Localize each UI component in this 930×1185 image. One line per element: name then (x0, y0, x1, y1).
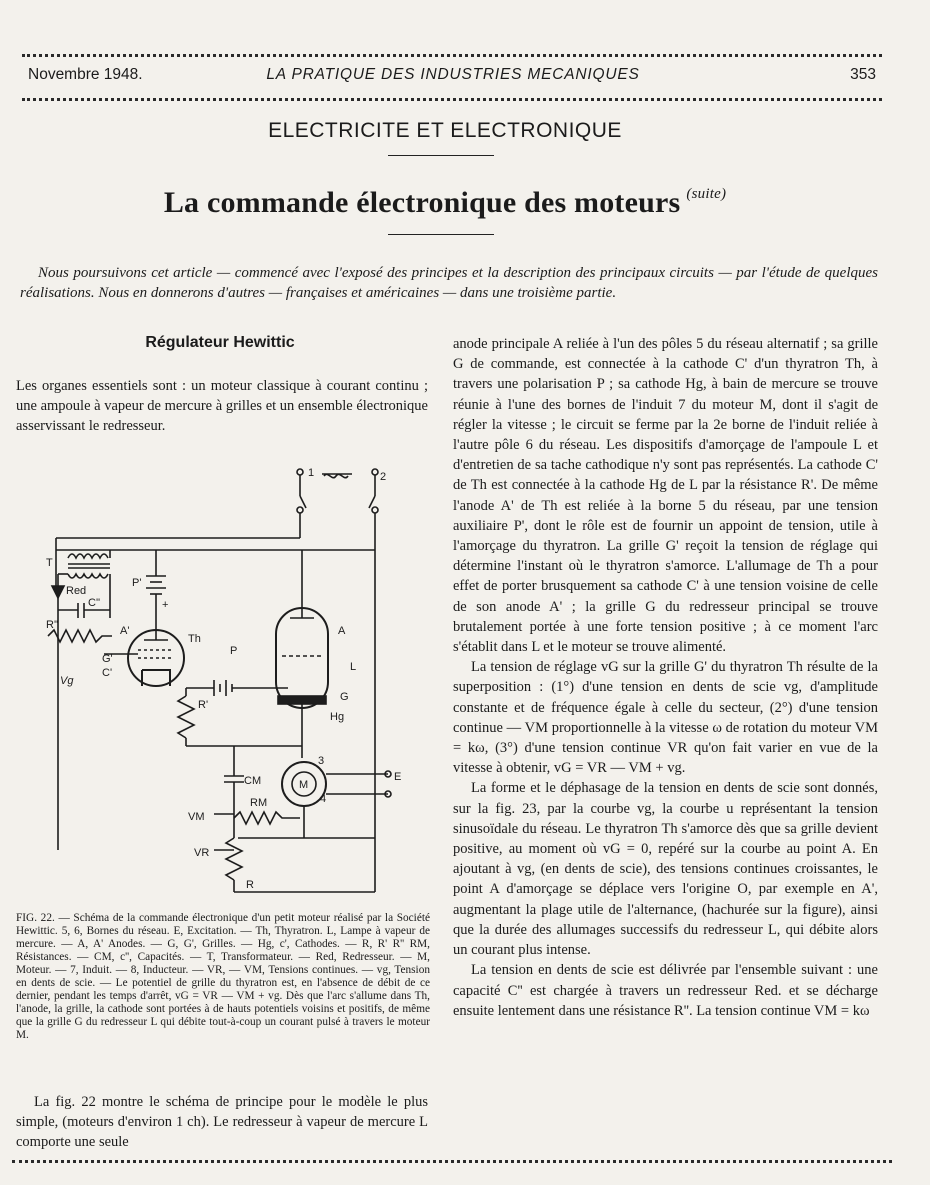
resistor-R2 (46, 619, 112, 642)
title-underline (388, 234, 494, 235)
terminal-2-label: 2 (380, 471, 387, 483)
label-Rp: R' (198, 699, 209, 711)
paragraph: La tension de réglage vG sur la grille G' du thyratron Th résulte de la superposition : (1°) d'une tension en dents de scie vg, d'amplitude constante et de fréquence égale à celle du secteur, (2°) d'une tension continue — VM proportionnelle à la vitesse ω de rotation du moteur VM = kω, (3°) d'une tension continue VR qu'on fait varier en vue de la vitesse à obtenir, vG = VR — VM + vg. (453, 659, 878, 777)
paragraph: La tension en dents de scie est délivrée par l'ensemble suivant : une capacité C'' est chargée à travers un redresseur Red. et se décharge ensuite lentement dans une résistance R''. La tension continue VM = kω (453, 962, 878, 1019)
mercury-rectifier-L (276, 550, 356, 723)
label-R2: R'' (46, 619, 59, 631)
motor-M (282, 755, 326, 806)
label-T: T (46, 557, 53, 569)
label-Cp: C' (102, 667, 113, 679)
paragraph: Les organes essentiels sont : un moteur classique à courant continu ; une ampoule à vapeur de mercure à grilles et un ensemble électronique asservissant le redresseur. (16, 378, 428, 435)
article-intro: Nous poursuivons cet article — commencé avec l'exposé des principes et la description des principaux circuits — par l'étude de quelques réalisations. Nous en donnerons d'autres — françaises et américaines — dans une troisième partie. (20, 265, 878, 301)
terminal-1-label: 1 (308, 467, 315, 479)
paragraph: La fig. 22 montre le schéma de principe pour le modèle le plus simple, (moteurs d'environ 1 ch). Le redresseur à vapeur de mercure L comporte une seule (16, 1094, 428, 1151)
article-title-text: La commande électronique des moteurs (163, 186, 681, 219)
label-C2: C'' (88, 597, 101, 609)
page-number: 353 (850, 66, 876, 83)
issue-date: Novembre 1948. (28, 66, 143, 83)
aux-battery-Pp (132, 550, 168, 630)
running-header (28, 66, 880, 88)
capacitor-C2 (58, 597, 110, 618)
label-R: R (246, 879, 254, 891)
label-Pp: P' (132, 577, 142, 589)
rectifier-red-symbol (52, 586, 64, 598)
thyratron-Th (102, 625, 201, 686)
header-dotted-rule (22, 98, 882, 101)
mains-switch (297, 467, 386, 513)
label-CM: CM (244, 775, 262, 787)
label-Hg: Hg (330, 711, 345, 723)
label-VM: VM (188, 811, 205, 823)
label-VR: VR (194, 847, 210, 859)
left-column-intro (16, 376, 428, 437)
figure-caption: FIG. 22. — Schéma de la commande électronique d'un petit moteur réalisé par la Société Hewittic. 5, 6, Bornes du réseau. E, Excitation. — Th, Thyratron. L, Lampe à vapeur de mercure. — A, A' Anodes. — G, G', Grilles. — Hg, c', Cathodes. — R, R' R'' RM, Résistances. — CM, c'', Capacités. — T, Transformateur. — Red, Redresseur. — M, Moteur. — 7, Induit. — 8, Inducteur. — VR, — VM, Tensions continues. — vg, Tension en dents de scie. — Le potentiel de grille du thyratron est, en l'absence de débit de ce dernier, pendant les temps d'arrêt, vG = VR — VM + vg. Dès que l'arc s'allume dans Th, l'anode, la grille, la cathode sont portées à de hauts potentiels voisins et positifs, de même que la grille G du redresseur L qui débite tout-à-coup un courant pulsé à travers le moteur M. (16, 912, 430, 1041)
label-Vg: Vg (60, 675, 74, 687)
circuit-diagram-fig22 (38, 458, 402, 898)
paragraph: La forme et le déphasage de la tension en dents de scie sont donnés, sur la fig. 23, par la courbe vg, la courbe u représentant la tension sinusoïdale du réseau. Le thyratron Th s'amorce dès que sa grille devient positive, au moment où vG = 0, repéré sur la courbe au point A. En ajoutant à vg, (en dents de scie), des tensions continues croissantes, le point A d'amorçage se déplace vers l'origine O, par exemple en A', augmentant la plage utile de l'alternance, (hachurée sur la figure), ainsi que la durée des allumages successifs du redresseur L, qui débite alors un courant plus intense. (453, 780, 878, 959)
label-M: M (299, 779, 309, 791)
section-underline (388, 155, 494, 156)
resistor-R (226, 818, 375, 892)
right-column (453, 334, 878, 1021)
label-3: 3 (318, 755, 325, 767)
label-Th: Th (188, 633, 201, 645)
label-E: E (394, 771, 402, 783)
bias-battery-P (186, 645, 288, 696)
suite-note: (suite) (686, 186, 727, 202)
plus-sign: + (162, 599, 169, 611)
label-G: G (340, 691, 349, 703)
bottom-dotted-rule (12, 1160, 892, 1163)
label-red: Red (66, 585, 87, 597)
label-Ap: A' (120, 625, 130, 637)
article-title (0, 186, 890, 220)
top-dotted-rule (22, 54, 882, 57)
section-title: ELECTRICITE ET ELECTRONIQUE (268, 119, 622, 142)
paragraph: anode principale A reliée à l'un des pôles 5 du réseau alternatif ; sa grille G de commande, est connectée à la cathode C' d'un thyratron Th, à travers une polarisation P ; sa cathode Hg, à bain de mercure se trouve réunie à l'une des bornes de l'induit 7 du moteur M, dont il s'agit de régler la vitesse ; le circuit se ferme par la 2e borne de l'induit reliée à l'autre pôle 6 du réseau. Les dispositifs d'amorçage de l'ampoule L et d'entretien de sa tache cathodique n'y sont pas représentés. La cathode C' de Th est connectée à la cathode Hg de L par la résistance R'. De même l'anode A' de Th est reliée à la borne 5 du réseau, par une tension auxiliaire P', dont le rôle est de fournir un appoint de tension, utile à l'amorçage du thyratron. La grille G' reçoit la tension de réglage qui détermine l'instant où le thyratron s'amorce. L'allumage de Th a pour effet de porter brusquement sa cathode C' à une tension voisine de celle de son anode A' ; la grille G du redresseur principal se trouve brutalement portée à une forte tension positive ; à ce moment l'arc s'établit dans L et le moteur se trouve alimenté. (453, 336, 878, 656)
label-P: P (230, 645, 238, 657)
left-column-continuation (16, 1092, 428, 1153)
journal-title: LA PRATIQUE DES INDUSTRIES MECANIQUES (266, 66, 640, 83)
label-L: L (350, 661, 357, 673)
label-4: 4 (320, 793, 327, 805)
label-Gp: G' (102, 653, 113, 665)
label-RM: RM (250, 797, 268, 809)
label-A: A (338, 625, 346, 637)
resistor-Rp (178, 688, 208, 746)
subheading-hewittic: Régulateur Hewittic (145, 334, 295, 351)
